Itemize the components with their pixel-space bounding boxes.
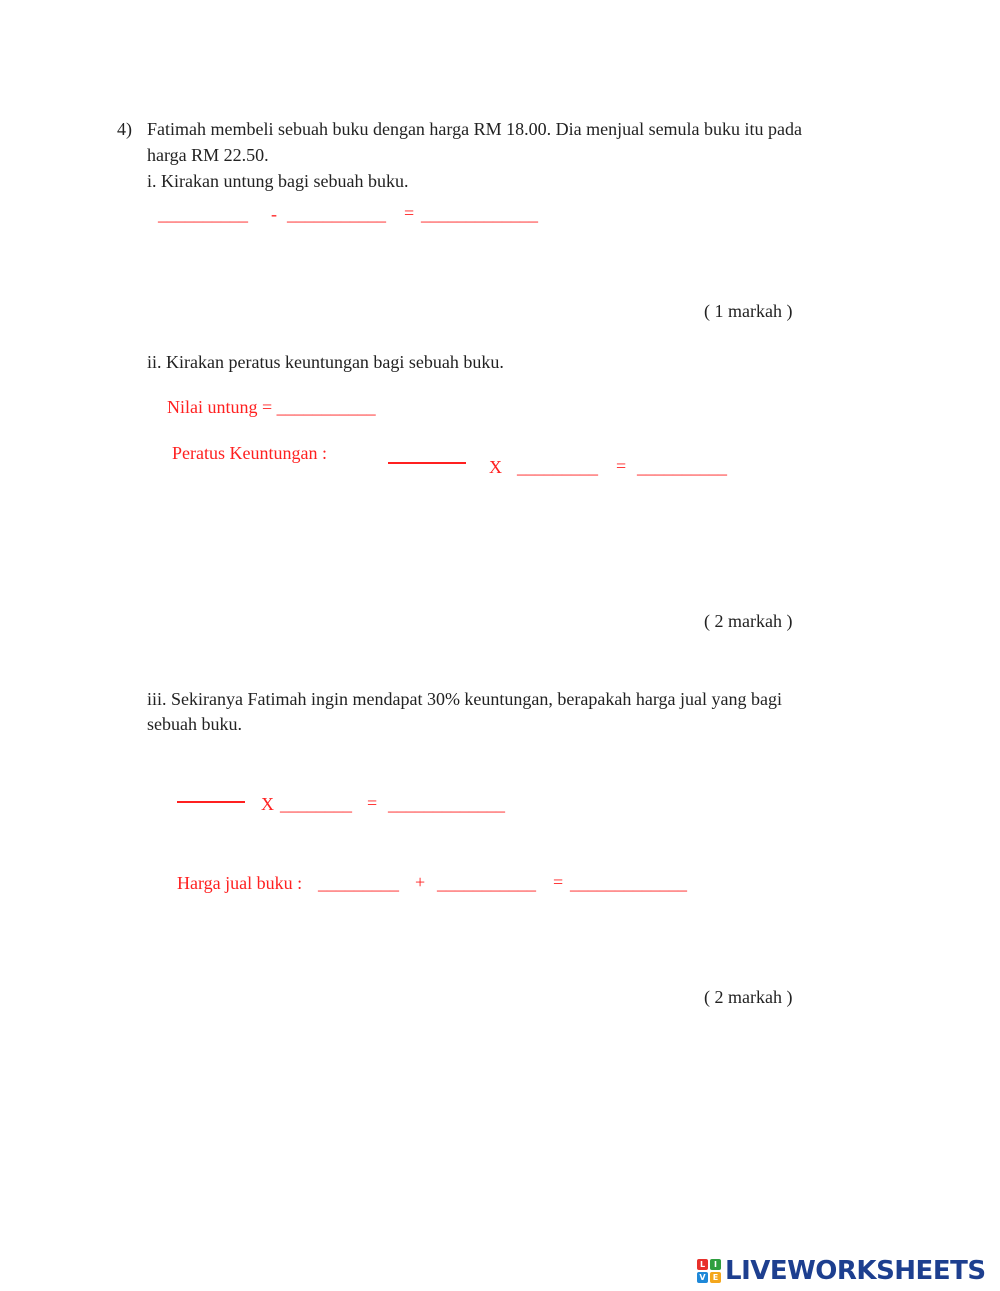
fraction-bar-iii[interactable] [177, 801, 245, 803]
question-number: 4) [117, 119, 132, 139]
logo-blocks-icon [697, 1259, 721, 1283]
part-ii-blank-result[interactable]: __________ [637, 457, 727, 477]
harga-jual-label: Harga jual buku : [177, 873, 303, 893]
logo-letter-l: L [697, 1259, 708, 1270]
harga-blank-b[interactable]: ___________ [437, 873, 536, 893]
liveworksheets-logo [697, 1257, 986, 1285]
part-i-prompt: i. Kirakan untung bagi sebuah buku. [147, 171, 409, 191]
harga-blank-a[interactable]: _________ [318, 873, 399, 893]
part-iii-times: X [261, 794, 274, 814]
part-ii-equals: = [616, 456, 627, 476]
part-ii-times: X [489, 457, 502, 477]
part-iii-blank-result[interactable]: _____________ [388, 794, 505, 814]
harga-blank-c[interactable]: _____________ [570, 873, 687, 893]
peratus-keuntungan-label: Peratus Keuntungan : [172, 443, 327, 463]
part-i-blank-1[interactable]: __________ [158, 204, 248, 224]
fraction-bar-ii[interactable] [388, 462, 466, 464]
part-iii-marks: ( 2 markah ) [704, 987, 793, 1007]
part-iii-prompt-line2: sebuah buku. [147, 714, 242, 734]
part-i-blank-3[interactable]: _____________ [421, 204, 538, 224]
part-ii-prompt: ii. Kirakan peratus keuntungan bagi sebuah buku. [147, 352, 504, 372]
part-i-blank-2[interactable]: ___________ [287, 204, 386, 224]
part-ii-blank-mult[interactable]: _________ [517, 457, 598, 477]
part-i-marks: ( 1 markah ) [704, 301, 793, 321]
logo-letter-v: V [697, 1272, 708, 1283]
question-text-line1: Fatimah membeli sebuah buku dengan harga RM 18.00. Dia menjual semula buku itu pada [147, 119, 803, 139]
harga-plus: + [415, 872, 426, 892]
part-iii-prompt-line1: iii. Sekiranya Fatimah ingin mendapat 30% keuntungan, berapakah harga jual yang bagi [147, 689, 782, 709]
logo-text: LIVEWORKSHEETS [725, 1256, 986, 1286]
harga-equals: = [553, 872, 564, 892]
logo-letter-i: I [710, 1259, 721, 1270]
part-i-minus: - [271, 204, 277, 224]
question-text-line2: harga RM 22.50. [147, 145, 269, 165]
nilai-untung-line[interactable]: Nilai untung = ___________ [167, 397, 376, 417]
part-i-equals: = [404, 203, 415, 223]
part-ii-marks: ( 2 markah ) [704, 611, 793, 631]
part-iii-equals: = [367, 793, 378, 813]
logo-letter-e: E [710, 1272, 721, 1283]
part-iii-blank-mult[interactable]: ________ [280, 794, 352, 814]
